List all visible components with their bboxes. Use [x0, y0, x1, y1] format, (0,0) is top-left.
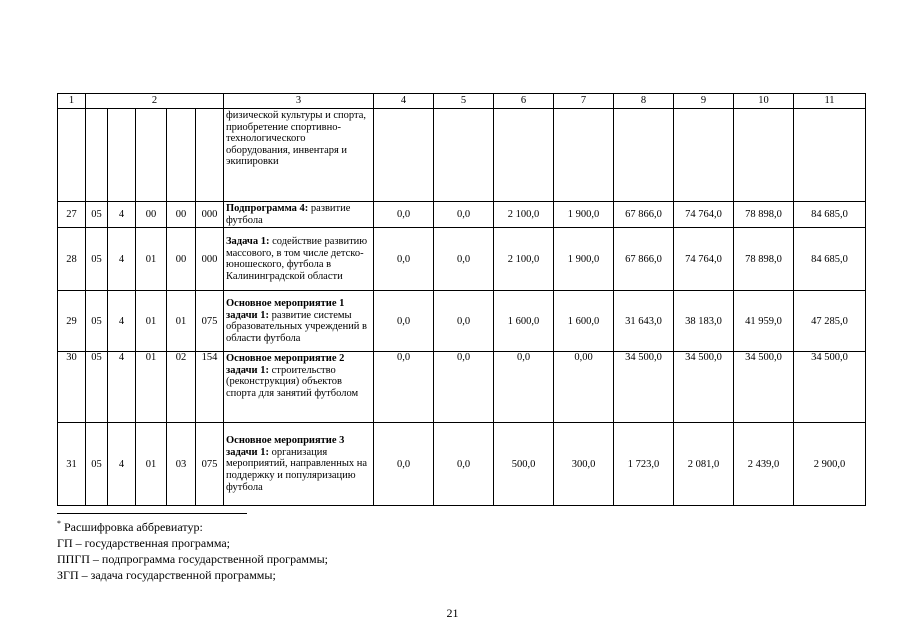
description-cell [224, 291, 374, 352]
value-cell: 78 898,0 [734, 202, 794, 228]
empty-cell [674, 109, 734, 202]
table-row [58, 352, 866, 423]
empty-cell [794, 109, 866, 202]
header-cell: 11 [794, 94, 866, 109]
code-cell: 00 [167, 228, 196, 291]
footnote-divider [57, 513, 247, 514]
value-cell: 1 900,0 [554, 228, 614, 291]
empty-cell [136, 109, 167, 202]
value-cell: 41 959,0 [734, 291, 794, 352]
code-cell: 05 [86, 291, 108, 352]
code-cell: 4 [108, 352, 136, 423]
value-cell: 0,0 [374, 202, 434, 228]
value-cell: 2 900,0 [794, 423, 866, 506]
value-cell: 78 898,0 [734, 228, 794, 291]
value-cell: 47 285,0 [794, 291, 866, 352]
header-cell: 2 [86, 94, 224, 109]
empty-cell [434, 109, 494, 202]
code-cell: 03 [167, 423, 196, 506]
code-cell: 154 [196, 352, 224, 423]
value-cell: 34 500,0 [674, 352, 734, 423]
value-cell: 34 500,0 [794, 352, 866, 423]
description-bold: Основное мероприятие 3 задачи 1: [226, 435, 345, 458]
empty-cell [554, 109, 614, 202]
code-cell: 01 [136, 228, 167, 291]
description-text: развитие системы образовательных учреждений в области футбола [226, 309, 368, 344]
code-cell: 000 [196, 228, 224, 291]
footnote-title [57, 519, 328, 535]
description-cell: физической культуры и спорта, приобретение спортивно-технологического оборудования, инвентаря и экипировки [224, 109, 374, 202]
page-number: 21 [446, 606, 459, 620]
description-cell [224, 228, 374, 291]
empty-cell [614, 109, 674, 202]
value-cell: 500,0 [494, 423, 554, 506]
empty-cell [494, 109, 554, 202]
code-cell: 4 [108, 423, 136, 506]
code-cell: 05 [86, 228, 108, 291]
empty-cell [374, 109, 434, 202]
description-cell [224, 423, 374, 506]
table-row [58, 228, 866, 291]
value-cell: 2 081,0 [674, 423, 734, 506]
row-number: 29 [58, 291, 86, 352]
table-row [58, 423, 866, 506]
value-cell: 67 866,0 [614, 228, 674, 291]
table-row [58, 202, 866, 228]
value-cell: 0,0 [434, 291, 494, 352]
table-header-row [58, 94, 866, 109]
code-cell: 4 [108, 228, 136, 291]
value-cell: 2 100,0 [494, 202, 554, 228]
value-cell: 1 900,0 [554, 202, 614, 228]
budget-table [57, 93, 866, 506]
value-cell: 0,00 [554, 352, 614, 423]
footnotes [57, 519, 328, 583]
code-cell: 000 [196, 202, 224, 228]
empty-cell [86, 109, 108, 202]
value-cell: 0,0 [374, 423, 434, 506]
code-cell: 00 [136, 202, 167, 228]
value-cell: 1 600,0 [494, 291, 554, 352]
code-cell: 075 [196, 423, 224, 506]
code-cell: 4 [108, 291, 136, 352]
value-cell: 31 643,0 [614, 291, 674, 352]
description-bold: Подпрограмма 4: [226, 203, 309, 214]
value-cell: 84 685,0 [794, 202, 866, 228]
value-cell: 34 500,0 [734, 352, 794, 423]
code-cell: 075 [196, 291, 224, 352]
empty-cell [108, 109, 136, 202]
value-cell: 0,0 [434, 352, 494, 423]
description-cell [224, 352, 374, 423]
description-bold: Основное мероприятие 2 задачи 1: [226, 353, 345, 376]
description-text: развитие футбола [226, 203, 351, 226]
code-cell: 05 [86, 352, 108, 423]
code-cell: 01 [167, 291, 196, 352]
footnote-item: ППГП – подпрограмма государственной программы; [57, 552, 328, 566]
code-cell: 05 [86, 202, 108, 228]
value-cell: 38 183,0 [674, 291, 734, 352]
header-cell: 1 [58, 94, 86, 109]
value-cell: 0,0 [434, 228, 494, 291]
code-cell: 05 [86, 423, 108, 506]
value-cell: 2 439,0 [734, 423, 794, 506]
header-cell: 3 [224, 94, 374, 109]
row-number: 27 [58, 202, 86, 228]
header-cell: 6 [494, 94, 554, 109]
empty-cell [196, 109, 224, 202]
value-cell: 74 764,0 [674, 228, 734, 291]
row-number: 28 [58, 228, 86, 291]
footnote-item: ЗГП – задача государственной программы; [57, 568, 276, 582]
header-cell: 4 [374, 94, 434, 109]
code-cell: 01 [136, 423, 167, 506]
value-cell: 300,0 [554, 423, 614, 506]
description-bold: Задача 1: [226, 236, 270, 247]
empty-cell [58, 109, 86, 202]
empty-cell [167, 109, 196, 202]
code-cell: 02 [167, 352, 196, 423]
footnote-marker: * [57, 519, 61, 528]
code-cell: 00 [167, 202, 196, 228]
value-cell: 0,0 [494, 352, 554, 423]
header-cell: 9 [674, 94, 734, 109]
header-cell: 8 [614, 94, 674, 109]
value-cell: 67 866,0 [614, 202, 674, 228]
description-text: содействие развитию массового, в том числе детско-юношеского, футбола в Калининградской области [226, 236, 368, 282]
table-row [58, 291, 866, 352]
code-cell: 4 [108, 202, 136, 228]
value-cell: 0,0 [434, 423, 494, 506]
description-cell [224, 202, 374, 228]
row-number: 30 [58, 352, 86, 423]
table-row-continuation [58, 109, 866, 202]
value-cell: 0,0 [434, 202, 494, 228]
value-cell: 2 100,0 [494, 228, 554, 291]
value-cell: 0,0 [374, 228, 434, 291]
value-cell: 0,0 [374, 352, 434, 423]
value-cell: 74 764,0 [674, 202, 734, 228]
value-cell: 1 723,0 [614, 423, 674, 506]
value-cell: 34 500,0 [614, 352, 674, 423]
description-bold: Основное мероприятие 1 задачи 1: [226, 298, 345, 321]
footnote-title-text: Расшифровка аббревиатур: [64, 520, 203, 534]
value-cell: 0,0 [374, 291, 434, 352]
header-cell: 7 [554, 94, 614, 109]
header-cell: 10 [734, 94, 794, 109]
code-cell: 01 [136, 352, 167, 423]
description-text: организация мероприятий, направленных на поддержку и популяризацию футбола [226, 446, 368, 493]
code-cell: 01 [136, 291, 167, 352]
footnote-item: ГП – государственная программа; [57, 536, 230, 550]
value-cell: 84 685,0 [794, 228, 866, 291]
header-cell: 5 [434, 94, 494, 109]
description-text: строительство (реконструкция) объектов спорта для занятий футболом [226, 364, 359, 399]
row-number: 31 [58, 423, 86, 506]
value-cell: 1 600,0 [554, 291, 614, 352]
empty-cell [734, 109, 794, 202]
